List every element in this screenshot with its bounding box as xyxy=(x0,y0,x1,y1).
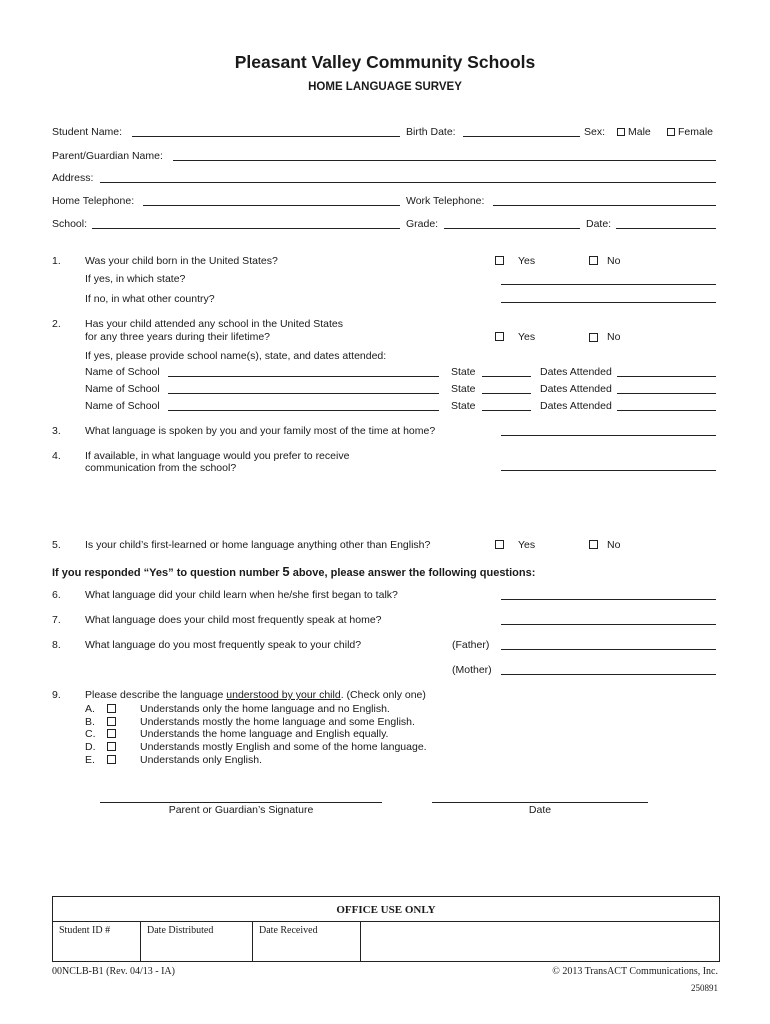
q3-answer-field[interactable] xyxy=(501,435,716,436)
q2-no-label: No xyxy=(607,331,621,343)
q1-country-field[interactable] xyxy=(501,302,716,303)
parent-signature-field[interactable] xyxy=(100,802,382,803)
male-checkbox[interactable] xyxy=(617,128,625,136)
q8-text: What language do you most frequently speak to your child? xyxy=(85,639,362,651)
instruction-pre: If you responded “Yes” to question number xyxy=(52,567,283,579)
q2-text-line1: Has your child attended any school in the United States xyxy=(85,318,343,330)
q2-sub: If yes, please provide school name(s), state, and dates attended: xyxy=(85,350,387,362)
home-telephone-label: Home Telephone: xyxy=(52,195,135,207)
q9-option-a-letter: A. xyxy=(85,703,95,715)
q2-row2-name-field[interactable] xyxy=(168,393,439,394)
q9-option-b-text: Understands mostly the home language and some English. xyxy=(140,716,415,728)
q4-answer-field[interactable] xyxy=(501,470,716,471)
q2-row1-dates-field[interactable] xyxy=(617,376,716,377)
q8-number: 8. xyxy=(52,639,61,651)
female-checkbox[interactable] xyxy=(667,128,675,136)
q2-row2-state-field[interactable] xyxy=(482,393,531,394)
q2-row3-name-label: Name of School xyxy=(85,400,160,412)
birth-date-label: Birth Date: xyxy=(406,126,456,138)
q9-text-underlined: understood by your child xyxy=(226,689,341,701)
sex-label: Sex: xyxy=(584,126,606,138)
q9-option-a-checkbox[interactable] xyxy=(107,704,116,713)
q9-text-pre: Please describe the language xyxy=(85,689,227,701)
page-subtitle: HOME LANGUAGE SURVEY xyxy=(308,81,462,93)
date-distributed-label: Date Distributed xyxy=(147,925,214,936)
q2-row3-dates-field[interactable] xyxy=(617,410,716,411)
copyright: © 2013 TransACT Communications, Inc. xyxy=(552,966,718,977)
work-telephone-label: Work Telephone: xyxy=(406,195,485,207)
q2-yes-label: Yes xyxy=(518,331,536,343)
office-col-divider-2 xyxy=(252,921,253,961)
q7-text: What language does your child most frequently speak at home? xyxy=(85,614,382,626)
office-divider xyxy=(53,921,719,922)
q5-number: 5. xyxy=(52,539,61,551)
q2-row1-state-field[interactable] xyxy=(482,376,531,377)
school-label: School: xyxy=(52,218,88,230)
q1-yes-checkbox[interactable] xyxy=(495,256,504,265)
q6-number: 6. xyxy=(52,589,61,601)
office-col-divider-3 xyxy=(360,921,361,961)
q2-row1-dates-label: Dates Attended xyxy=(540,366,612,378)
q9-text xyxy=(85,689,426,701)
office-col-divider-1 xyxy=(140,921,141,961)
parent-name-label: Parent/Guardian Name: xyxy=(52,150,163,162)
student-id-label: Student ID # xyxy=(59,925,111,936)
q5-no-label: No xyxy=(607,539,621,551)
school-field[interactable] xyxy=(92,228,400,229)
q6-answer-field[interactable] xyxy=(501,599,716,600)
parent-name-field[interactable] xyxy=(173,160,716,161)
q7-answer-field[interactable] xyxy=(501,624,716,625)
q2-no-checkbox[interactable] xyxy=(589,333,598,342)
q9-text-post: . (Check only one) xyxy=(340,689,426,701)
q9-option-e-letter: E. xyxy=(85,754,95,766)
date-received-label: Date Received xyxy=(259,925,318,936)
q1-number: 1. xyxy=(52,255,61,267)
address-label: Address: xyxy=(52,172,94,184)
q9-option-c-text: Understands the home language and English equally. xyxy=(140,728,389,740)
parent-signature-label: Parent or Guardian’s Signature xyxy=(168,804,314,816)
form-number: 250891 xyxy=(691,983,718,993)
office-use-box xyxy=(52,896,720,962)
grade-field[interactable] xyxy=(444,228,580,229)
q2-row2-dates-label: Dates Attended xyxy=(540,383,612,395)
q1-yes-label: Yes xyxy=(518,255,536,267)
work-telephone-field[interactable] xyxy=(493,205,716,206)
q4-text-line1: If available, in what language would you prefer to receive xyxy=(85,450,350,462)
date-label: Date: xyxy=(586,218,612,230)
grade-label: Grade: xyxy=(406,218,439,230)
q8-mother-label: (Mother) xyxy=(452,664,492,676)
date-field[interactable] xyxy=(616,228,716,229)
q2-row2-dates-field[interactable] xyxy=(617,393,716,394)
instruction-number: 5 xyxy=(282,564,290,579)
q1-sub1: If yes, in which state? xyxy=(85,273,186,285)
q9-option-a-text: Understands only the home language and no English. xyxy=(140,703,390,715)
instruction-text xyxy=(52,564,535,579)
birth-date-field[interactable] xyxy=(463,136,580,137)
q2-row3-state-field[interactable] xyxy=(482,410,531,411)
q2-row3-name-field[interactable] xyxy=(168,410,439,411)
q5-no-checkbox[interactable] xyxy=(589,540,598,549)
q9-option-e-text: Understands only English. xyxy=(140,754,262,766)
q1-sub2: If no, in what other country? xyxy=(85,293,215,305)
q9-option-c-letter: C. xyxy=(85,728,96,740)
q1-no-label: No xyxy=(607,255,621,267)
q2-text-line2: for any three years during their lifetime? xyxy=(85,331,271,343)
q4-text-line2: communication from the school? xyxy=(85,462,237,474)
q2-row1-state-label: State xyxy=(451,366,476,378)
q5-text: Is your child’s first-learned or home language anything other than English? xyxy=(85,539,431,551)
q2-row3-state-label: State xyxy=(451,400,476,412)
instruction-post: above, please answer the following questions: xyxy=(289,567,536,579)
q2-row1-name-field[interactable] xyxy=(168,376,439,377)
q5-yes-label: Yes xyxy=(518,539,536,551)
q4-number: 4. xyxy=(52,450,61,462)
q9-option-b-checkbox[interactable] xyxy=(107,717,116,726)
q9-option-d-checkbox[interactable] xyxy=(107,742,116,751)
home-telephone-field[interactable] xyxy=(143,205,400,206)
q2-row1-name-label: Name of School xyxy=(85,366,160,378)
q9-option-d-letter: D. xyxy=(85,741,96,753)
q9-option-c-checkbox[interactable] xyxy=(107,729,116,738)
student-name-field[interactable] xyxy=(132,136,400,137)
form-code: 00NCLB-B1 (Rev. 04/13 - IA) xyxy=(52,966,175,977)
female-label: Female xyxy=(678,126,714,138)
q8-father-field[interactable] xyxy=(501,649,716,650)
q3-text: What language is spoken by you and your family most of the time at home? xyxy=(85,425,436,437)
q3-number: 3. xyxy=(52,425,61,437)
q2-yes-checkbox[interactable] xyxy=(495,332,504,341)
page-title: Pleasant Valley Community Schools xyxy=(234,52,536,72)
q7-number: 7. xyxy=(52,614,61,626)
q9-option-d-text: Understands mostly English and some of the home language. xyxy=(140,741,427,753)
q9-option-e-checkbox[interactable] xyxy=(107,755,116,764)
q8-mother-field[interactable] xyxy=(501,674,716,675)
q5-yes-checkbox[interactable] xyxy=(495,540,504,549)
q1-no-checkbox[interactable] xyxy=(589,256,598,265)
student-name-label: Student Name: xyxy=(52,126,123,138)
q2-row3-dates-label: Dates Attended xyxy=(540,400,612,412)
q1-state-field[interactable] xyxy=(501,284,716,285)
address-field[interactable] xyxy=(100,182,716,183)
q2-number: 2. xyxy=(52,318,61,330)
office-use-title: OFFICE USE ONLY xyxy=(336,904,436,916)
q6-text: What language did your child learn when he/she first began to talk? xyxy=(85,589,398,601)
signature-date-field[interactable] xyxy=(432,802,648,803)
q2-row2-state-label: State xyxy=(451,383,476,395)
q1-text: Was your child born in the United States? xyxy=(85,255,278,267)
q2-row2-name-label: Name of School xyxy=(85,383,160,395)
q9-option-b-letter: B. xyxy=(85,716,95,728)
male-label: Male xyxy=(628,126,651,138)
q9-number: 9. xyxy=(52,689,61,701)
signature-date-label: Date xyxy=(528,804,552,816)
q8-father-label: (Father) xyxy=(452,639,490,651)
